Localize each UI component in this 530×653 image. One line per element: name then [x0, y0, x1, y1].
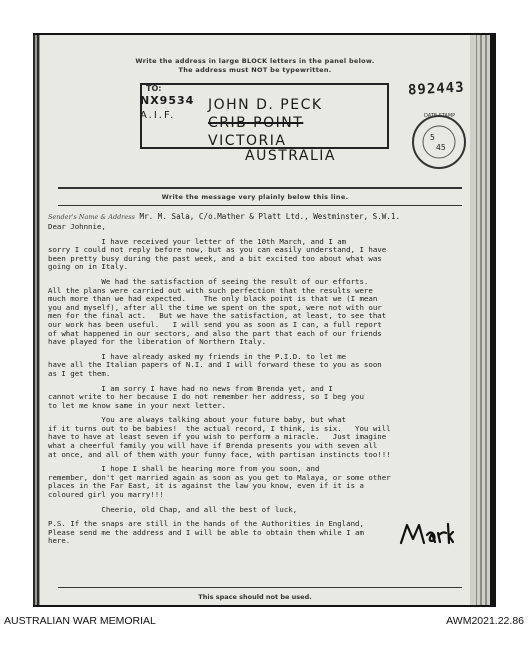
serial-number: 892443: [407, 79, 465, 99]
date-stamp-label: DATE STAMP: [424, 113, 456, 119]
letter-paragraph-3: I have already asked my friends in the P.I.D. to let me have all the Italian papers of N.I. and I will forward these to you as soon as I get them.: [48, 351, 382, 378]
letter-closing: Cheerio, old Chap, and all the best of luck,: [48, 504, 298, 514]
letter-paragraph-6: I hope I shall be hearing more from you soon, and remember, don't get married again as soon as you get to Malaya, or some other places in the Far East, it is against the law you know, even if it is a coloured girl you marry!!!: [48, 464, 391, 500]
footer-institution: AUSTRALIAN WAR MEMORIAL: [4, 615, 156, 627]
address-state: VICTORIA: [208, 133, 287, 149]
letter-salutation: Dear Johnnie,: [48, 222, 106, 231]
sender-line: [48, 212, 400, 221]
struck-address-line: CRIB POINT: [208, 115, 304, 131]
to-label: TO:: [146, 84, 162, 93]
date-stamp-text-1: 5: [430, 133, 435, 142]
message-divider: [58, 205, 462, 206]
message-instruction: Write the message very plainly below this line.: [161, 193, 349, 201]
letter-paragraph-2: We had the satisfaction of seeing the result of our efforts. All the plans were carried out with such perfection that the results were much more than we had expected. The only black point is that we (I mean you and myself), after all the time we spent on the spot, were not with our men for the final act. But we have the satisfaction, at least, to see that our work has been useful. I will send you as soon as I can, a full report of what happened in our sectors, and also the part that each of our friends have played for the liberation of Northern Italy.: [48, 276, 387, 347]
address-country: AUSTRALIA: [245, 148, 337, 164]
date-stamp-text-2: 45: [436, 143, 446, 152]
bottom-divider: [58, 587, 462, 588]
footer-accession-number: AWM2021.22.86: [446, 615, 524, 627]
letter-paragraph-4: I am sorry I have had no news from Brenda yet, and I cannot write to her because I do not remember her address, so I beg you to let me know same in your next letter.: [48, 383, 364, 410]
letter-postscript: P.S. If the snaps are still in the hands of the Authorities in England, Please send me the address and I will be able to obtain them while I am here.: [48, 519, 364, 546]
address-instruction-1: Write the address in large BLOCK letters in the panel below.: [135, 57, 375, 65]
bottom-note: This space should not be used.: [198, 593, 312, 601]
date-stamp: [410, 113, 468, 171]
archive-footer: [0, 615, 530, 629]
force-label: A.I.F.: [140, 110, 176, 121]
address-divider: [58, 187, 462, 189]
service-number: NX9534: [140, 94, 195, 107]
address-instruction-2: The address must NOT be typewritten.: [178, 66, 332, 74]
letter-paragraph-5: You are always talking about your future baby, but what if it turns out to be babies! the actual record, I think, is six. You will have to have at least seven if you wish to perform a miracle. Just imagine what a cheerful family you will have if Brenda presents you with seven all at once, and all of them with your funny face, with partisan instincts too!!!: [48, 415, 391, 459]
letter-paragraph-1: I have received your letter of the 10th March, and I am sorry I could not reply before now, but as you can easily understand, I have been pretty busy during the past week, and a bit excited too about what was going on in Italy.: [48, 236, 387, 272]
recipient-name: JOHN D. PECK: [208, 97, 323, 113]
sender-label: Sender's Name & Address: [48, 213, 135, 221]
handwritten-signature: [398, 521, 454, 549]
letter-body: [48, 223, 468, 552]
aerogramme-sheet: [40, 35, 476, 605]
sender-address: Mr. M. Sala, C/o.Mather & Platt Ltd., Westminster, S.W.1.: [139, 212, 401, 221]
